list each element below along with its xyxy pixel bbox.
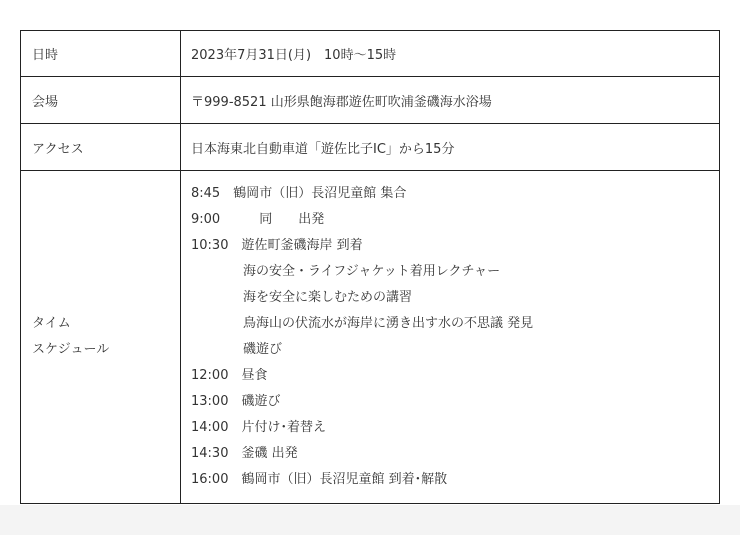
schedule-line: 10:30 遊佐町釜磯海岸 到着 — [191, 238, 363, 253]
schedule-line: 磯遊び — [191, 342, 283, 357]
row-datetime — [21, 31, 720, 77]
event-info-table — [20, 30, 720, 504]
schedule-line: 9:00 同 出発 — [191, 212, 325, 227]
label-venue: 会場 — [21, 77, 181, 124]
schedule-line: 12:00 昼食 — [191, 368, 268, 383]
value-schedule — [181, 171, 720, 504]
row-venue — [21, 77, 720, 124]
schedule-line: 鳥海山の伏流水が海岸に湧き出す水の不思議 発見 — [191, 316, 534, 331]
value-venue: 〒999-8521 山形県飽海郡遊佐町吹浦釜磯海水浴場 — [181, 77, 720, 124]
schedule-line: 8:45 鶴岡市（旧）長沼児童館 集合 — [191, 186, 407, 201]
label-schedule-line2: スケジュール — [32, 342, 110, 357]
schedule-line: 13:00 磯遊び — [191, 394, 281, 409]
schedule-line: 14:00 片付け･着替え — [191, 420, 326, 435]
row-schedule — [21, 171, 720, 504]
label-access: アクセス — [21, 124, 181, 171]
label-schedule-line1: タイム — [32, 316, 71, 331]
value-access: 日本海東北自動車道「遊佐比子IC」から15分 — [181, 124, 720, 171]
schedule-line: 14:30 釜磯 出発 — [191, 446, 298, 461]
label-schedule — [21, 171, 181, 504]
schedule-line: 海の安全・ライフジャケット着用レクチャー — [191, 264, 501, 279]
row-access — [21, 124, 720, 171]
value-datetime: 2023年7月31日(月) 10時〜15時 — [181, 31, 720, 77]
schedule-line: 16:00 鶴岡市（旧）長沼児童館 到着･解散 — [191, 472, 448, 487]
schedule-line: 海を安全に楽しむための講習 — [191, 290, 413, 305]
label-datetime: 日時 — [21, 31, 181, 77]
